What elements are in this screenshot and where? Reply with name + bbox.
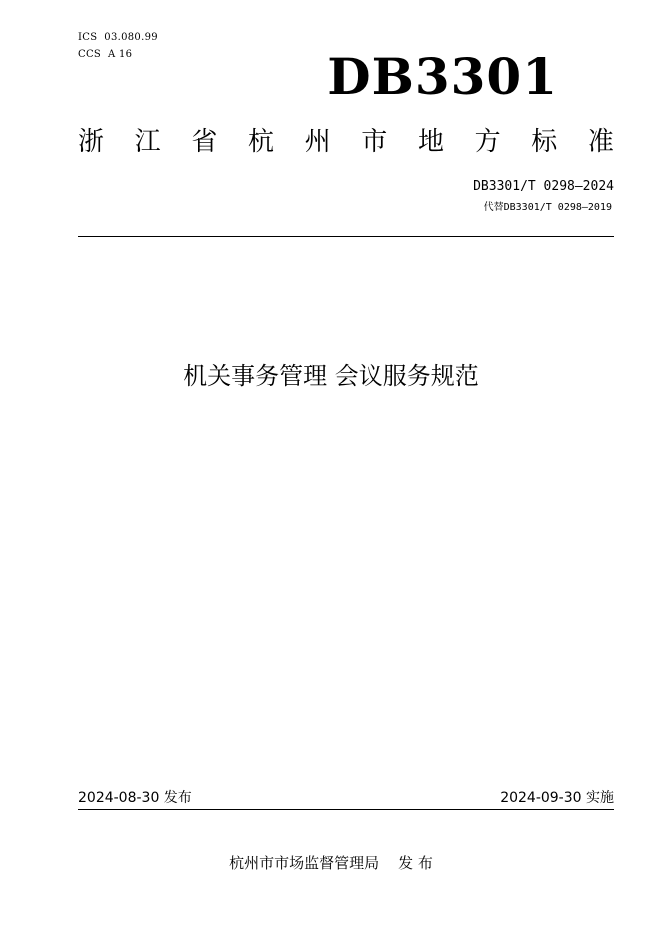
authority-char: 杭 (247, 127, 274, 157)
authority-char: 省 (191, 127, 218, 157)
publisher: 杭州市市场监督管理局 发 布 (229, 854, 433, 872)
implementation-date: 2024-09-30 实施 (500, 790, 614, 806)
authority-char: 市 (361, 127, 388, 157)
issuing-authority-heading (78, 124, 614, 160)
document-title: 机关事务管理 会议服务规范 (183, 362, 479, 390)
authority-char: 地 (417, 127, 444, 157)
replaces-standard-number: 代替DB3301/T 0298—2019 (483, 202, 612, 213)
authority-char: 标 (531, 127, 558, 157)
standard-number: DB3301/T 0298—2024 (473, 179, 614, 194)
authority-char: 浙 (78, 127, 105, 157)
issue-date: 2024-08-30 发布 (78, 790, 192, 806)
standard-logo: DB3301 (327, 47, 558, 106)
authority-char: 江 (134, 127, 161, 157)
footer-divider (78, 809, 614, 810)
authority-char: 州 (304, 127, 331, 157)
header-divider (78, 236, 614, 237)
authority-char: 准 (587, 127, 614, 157)
ccs-code: CCS A 16 (78, 49, 133, 60)
ics-code: ICS 03.080.99 (78, 32, 158, 43)
authority-char: 方 (474, 127, 501, 157)
